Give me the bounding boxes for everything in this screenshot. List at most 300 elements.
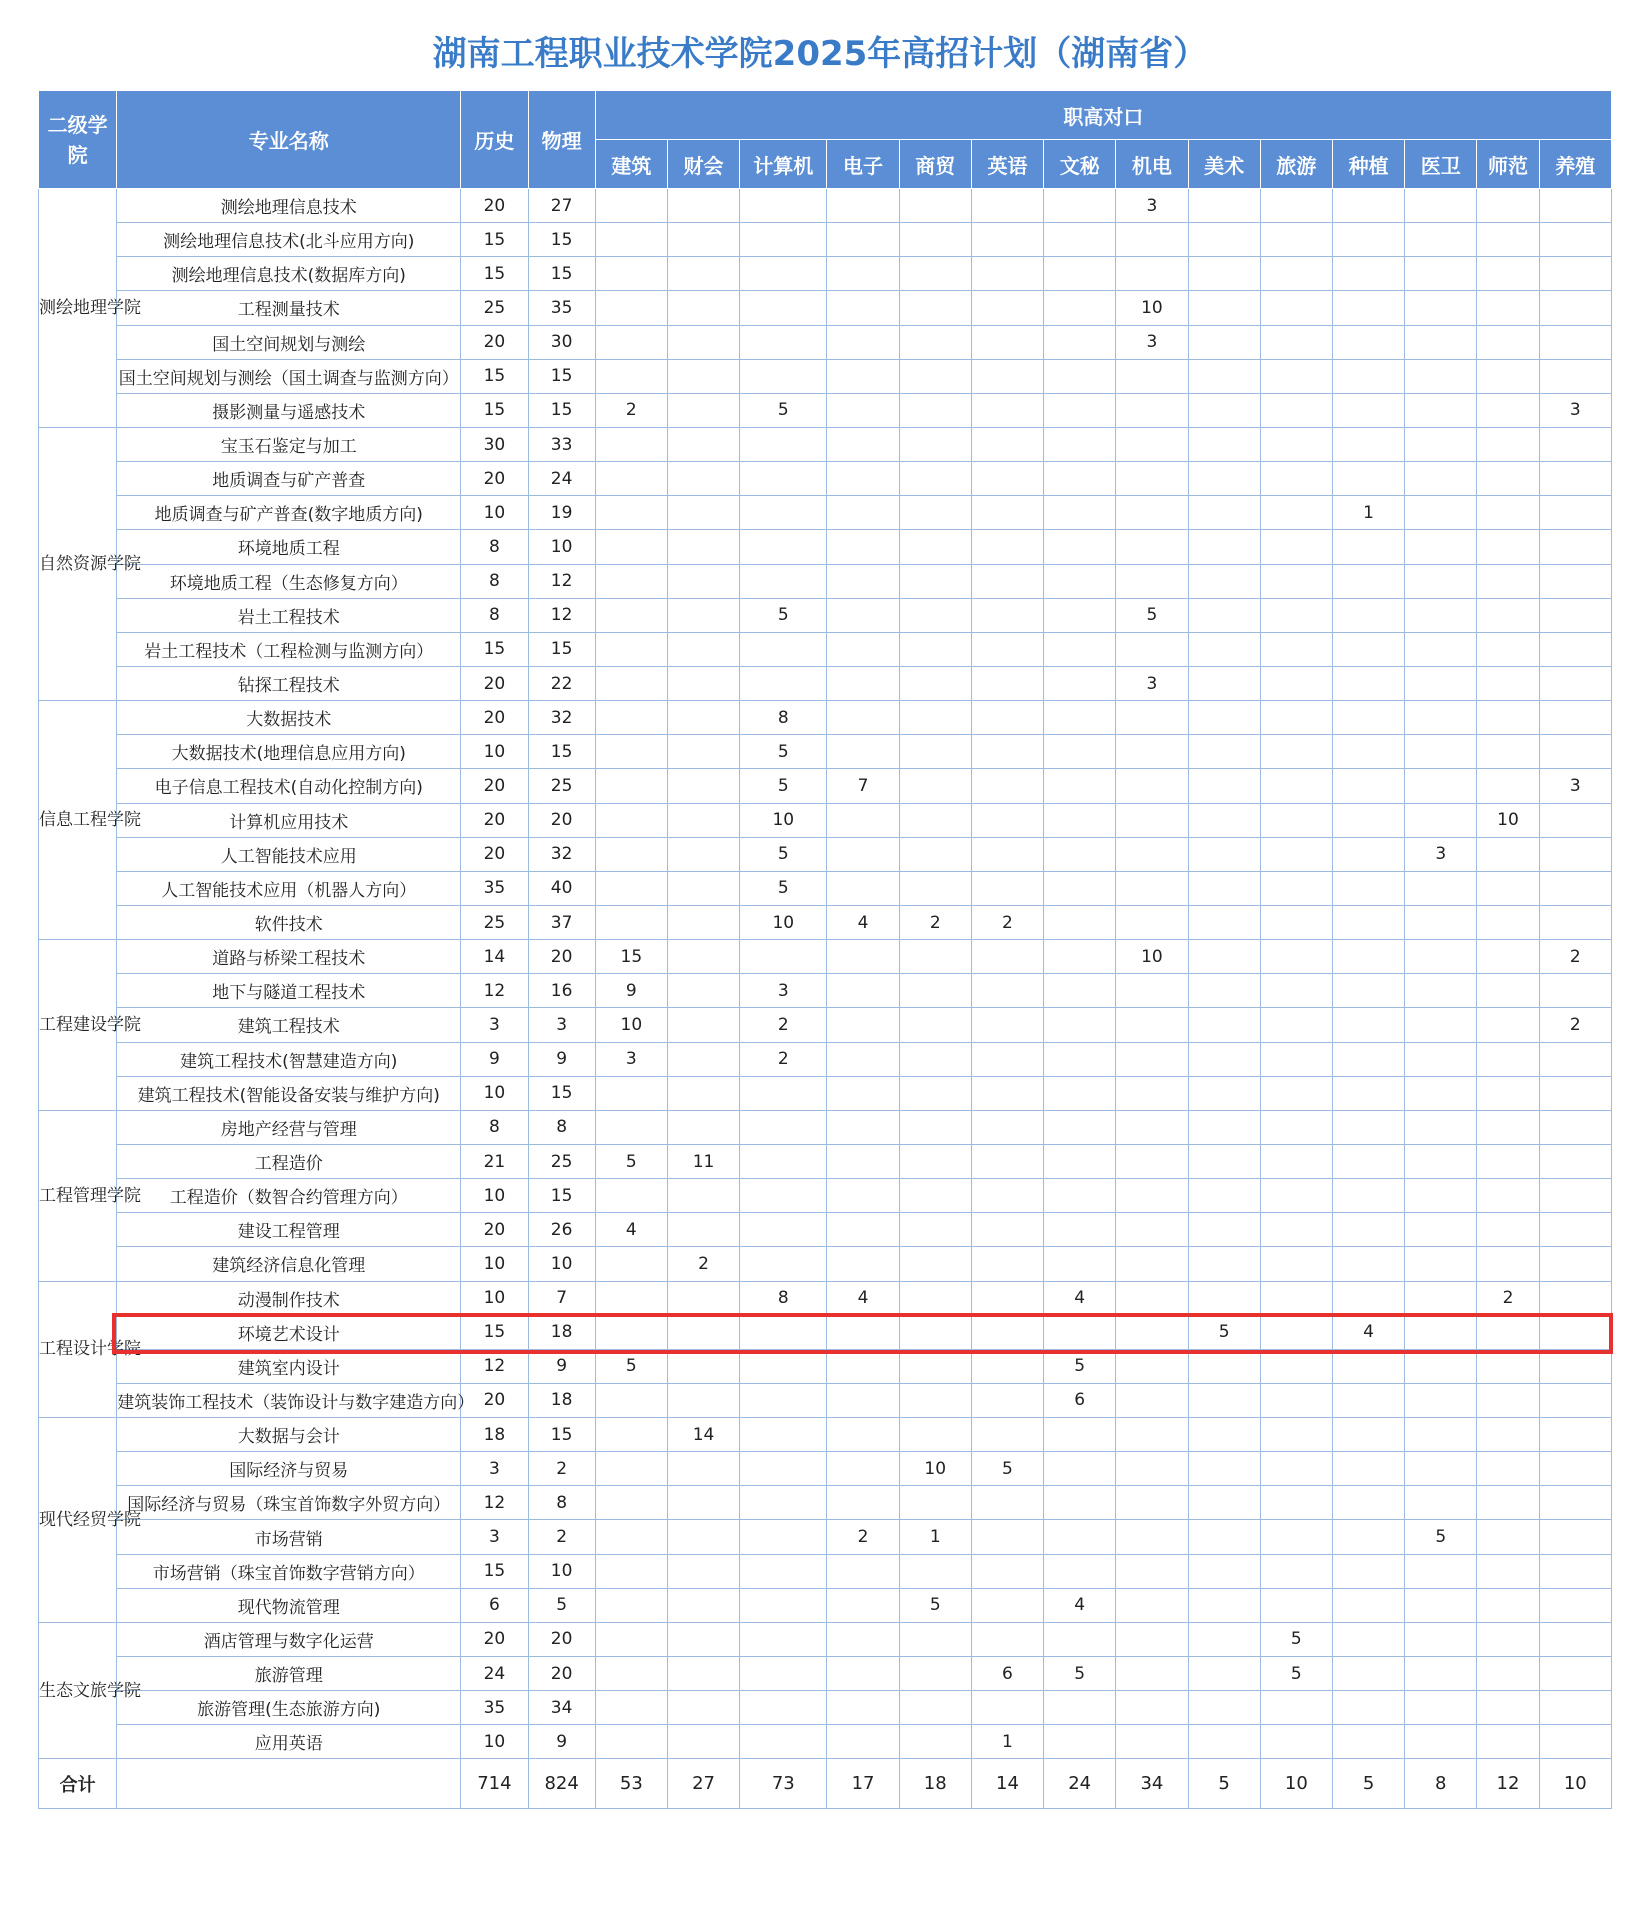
vocational-count <box>1188 291 1260 325</box>
vocational-count <box>899 223 971 257</box>
vocational-count <box>1539 1520 1611 1554</box>
vocational-count <box>1477 1383 1539 1417</box>
history-count: 15 <box>461 359 528 393</box>
vocational-count <box>1477 393 1539 427</box>
header-vocational: 职高对口 <box>595 91 1611 140</box>
major-name: 市场营销 <box>117 1520 461 1554</box>
vocational-count <box>1044 1725 1116 1759</box>
history-count: 15 <box>461 1315 528 1349</box>
vocational-count: 4 <box>827 1281 899 1315</box>
vocational-count <box>1539 1110 1611 1144</box>
history-count: 20 <box>461 769 528 803</box>
vocational-count <box>1477 974 1539 1008</box>
major-name: 大数据技术(地理信息应用方向) <box>117 735 461 769</box>
vocational-count <box>1116 974 1188 1008</box>
vocational-count <box>1332 257 1404 291</box>
vocational-count <box>667 837 739 871</box>
vocational-count <box>899 940 971 974</box>
vocational-count <box>899 1008 971 1042</box>
vocational-count <box>1260 666 1332 700</box>
vocational-count <box>740 940 827 974</box>
vocational-count <box>827 1110 899 1144</box>
vocational-count <box>667 905 739 939</box>
vocational-count <box>827 462 899 496</box>
physics-count: 32 <box>528 837 595 871</box>
physics-count: 33 <box>528 427 595 461</box>
history-count: 9 <box>461 1042 528 1076</box>
vocational-count <box>595 1281 667 1315</box>
department-name: 工程管理学院 <box>39 1110 117 1281</box>
vocational-count <box>1405 325 1477 359</box>
vocational-count <box>1539 359 1611 393</box>
vocational-count <box>667 325 739 359</box>
physics-count: 15 <box>528 735 595 769</box>
vocational-count: 2 <box>1539 1008 1611 1042</box>
history-count: 3 <box>461 1008 528 1042</box>
history-count: 12 <box>461 1349 528 1383</box>
highlight-box <box>112 1313 1613 1354</box>
vocational-count <box>1188 598 1260 632</box>
header-category: 师范 <box>1477 140 1539 189</box>
physics-count: 34 <box>528 1691 595 1725</box>
vocational-count <box>1116 905 1188 939</box>
vocational-count <box>1188 632 1260 666</box>
vocational-count <box>595 1179 667 1213</box>
vocational-count <box>899 1213 971 1247</box>
vocational-count <box>971 974 1043 1008</box>
vocational-count <box>1260 803 1332 837</box>
vocational-count <box>1260 701 1332 735</box>
major-name: 环境地质工程（生态修复方向） <box>117 564 461 598</box>
vocational-count <box>1332 530 1404 564</box>
vocational-count <box>1188 735 1260 769</box>
vocational-count <box>667 769 739 803</box>
vocational-count <box>1332 1554 1404 1588</box>
vocational-count <box>1539 530 1611 564</box>
major-name: 建筑室内设计 <box>117 1349 461 1383</box>
major-name: 环境艺术设计 <box>117 1315 461 1349</box>
vocational-count <box>1332 1144 1404 1178</box>
vocational-count <box>1405 974 1477 1008</box>
physics-count: 20 <box>528 940 595 974</box>
physics-count: 15 <box>528 257 595 291</box>
vocational-count <box>667 1008 739 1042</box>
vocational-count <box>1477 1247 1539 1281</box>
vocational-count <box>1405 1213 1477 1247</box>
vocational-count <box>1116 837 1188 871</box>
vocational-count <box>1188 871 1260 905</box>
vocational-count <box>1539 598 1611 632</box>
vocational-count <box>667 189 739 223</box>
vocational-count <box>899 427 971 461</box>
vocational-count <box>740 1213 827 1247</box>
vocational-count: 8 <box>740 701 827 735</box>
header-major: 专业名称 <box>117 91 461 189</box>
vocational-count <box>1539 189 1611 223</box>
vocational-count <box>595 632 667 666</box>
vocational-count <box>1260 632 1332 666</box>
vocational-count <box>1188 1588 1260 1622</box>
vocational-count <box>1044 1486 1116 1520</box>
history-count: 15 <box>461 393 528 427</box>
vocational-count: 3 <box>1116 189 1188 223</box>
vocational-count <box>1332 427 1404 461</box>
vocational-count <box>1116 1486 1188 1520</box>
table-row <box>39 1588 1612 1622</box>
vocational-count: 5 <box>1044 1349 1116 1383</box>
vocational-count <box>1405 1486 1477 1520</box>
vocational-count: 4 <box>827 905 899 939</box>
history-count: 20 <box>461 189 528 223</box>
vocational-count <box>1405 427 1477 461</box>
vocational-count <box>1405 905 1477 939</box>
vocational-count <box>1116 496 1188 530</box>
vocational-count <box>827 189 899 223</box>
vocational-count <box>971 1418 1043 1452</box>
history-count: 10 <box>461 1076 528 1110</box>
vocational-count <box>1405 803 1477 837</box>
vocational-count <box>740 1247 827 1281</box>
history-count: 15 <box>461 1554 528 1588</box>
vocational-count <box>667 1213 739 1247</box>
vocational-count <box>1477 632 1539 666</box>
vocational-count <box>827 427 899 461</box>
vocational-count <box>1477 223 1539 257</box>
vocational-count <box>899 1179 971 1213</box>
vocational-count <box>1332 1622 1404 1656</box>
vocational-count <box>1539 905 1611 939</box>
header-category: 养殖 <box>1539 140 1611 189</box>
vocational-count <box>971 1622 1043 1656</box>
vocational-count <box>740 1657 827 1691</box>
vocational-count <box>1116 1452 1188 1486</box>
vocational-count <box>899 666 971 700</box>
vocational-count <box>971 462 1043 496</box>
vocational-count <box>827 393 899 427</box>
vocational-count <box>667 1452 739 1486</box>
vocational-count <box>899 1110 971 1144</box>
vocational-count <box>1477 1622 1539 1656</box>
vocational-count: 1 <box>899 1520 971 1554</box>
table-row <box>39 905 1612 939</box>
table-row <box>39 1622 1612 1656</box>
table-row <box>39 1281 1612 1315</box>
vocational-count <box>1332 905 1404 939</box>
vocational-count <box>971 1691 1043 1725</box>
vocational-count <box>1332 1076 1404 1110</box>
vocational-count <box>1116 1622 1188 1656</box>
vocational-count <box>1188 462 1260 496</box>
vocational-count <box>827 1144 899 1178</box>
vocational-count <box>667 1076 739 1110</box>
vocational-count: 5 <box>1260 1622 1332 1656</box>
table-row <box>39 1110 1612 1144</box>
vocational-count <box>1405 1622 1477 1656</box>
vocational-count <box>595 803 667 837</box>
vocational-count <box>1477 1042 1539 1076</box>
table-row <box>39 1418 1612 1452</box>
vocational-count: 2 <box>1477 1281 1539 1315</box>
vocational-count <box>667 359 739 393</box>
vocational-count <box>595 905 667 939</box>
vocational-count <box>1260 1247 1332 1281</box>
vocational-count <box>740 1144 827 1178</box>
vocational-count <box>899 1486 971 1520</box>
total-vocational: 14 <box>971 1759 1043 1809</box>
table-row <box>39 735 1612 769</box>
physics-count: 8 <box>528 1486 595 1520</box>
vocational-count <box>971 1486 1043 1520</box>
vocational-count <box>1044 1213 1116 1247</box>
major-name: 工程测量技术 <box>117 291 461 325</box>
vocational-count <box>1539 1349 1611 1383</box>
table-row <box>39 189 1612 223</box>
history-count: 10 <box>461 1281 528 1315</box>
physics-count: 15 <box>528 1418 595 1452</box>
history-count: 10 <box>461 735 528 769</box>
vocational-count <box>1116 257 1188 291</box>
vocational-count <box>1188 325 1260 359</box>
vocational-count: 3 <box>1116 666 1188 700</box>
vocational-count <box>595 871 667 905</box>
physics-count: 10 <box>528 530 595 564</box>
vocational-count <box>827 632 899 666</box>
physics-count: 12 <box>528 598 595 632</box>
vocational-count <box>667 1179 739 1213</box>
vocational-count <box>595 1418 667 1452</box>
vocational-count <box>1116 769 1188 803</box>
vocational-count <box>1332 291 1404 325</box>
vocational-count <box>740 257 827 291</box>
vocational-count: 5 <box>740 871 827 905</box>
vocational-count <box>971 837 1043 871</box>
vocational-count <box>1188 1349 1260 1383</box>
vocational-count <box>1405 701 1477 735</box>
vocational-count <box>667 598 739 632</box>
vocational-count <box>1332 1486 1404 1520</box>
vocational-count: 5 <box>1116 598 1188 632</box>
history-count: 30 <box>461 427 528 461</box>
vocational-count <box>1044 257 1116 291</box>
vocational-count <box>740 325 827 359</box>
vocational-count <box>1539 223 1611 257</box>
vocational-count <box>1116 803 1188 837</box>
vocational-count <box>1116 1657 1188 1691</box>
vocational-count <box>827 1725 899 1759</box>
vocational-count <box>1044 359 1116 393</box>
physics-count: 26 <box>528 1213 595 1247</box>
vocational-count <box>1044 1144 1116 1178</box>
major-name: 计算机应用技术 <box>117 803 461 837</box>
vocational-count <box>899 393 971 427</box>
vocational-count <box>1260 325 1332 359</box>
vocational-count <box>1332 325 1404 359</box>
vocational-count <box>1539 1418 1611 1452</box>
major-name: 电子信息工程技术(自动化控制方向) <box>117 769 461 803</box>
vocational-count <box>1332 1213 1404 1247</box>
vocational-count <box>1477 359 1539 393</box>
vocational-count <box>1477 1418 1539 1452</box>
header-physics: 物理 <box>528 91 595 189</box>
table-row <box>39 1213 1612 1247</box>
vocational-count <box>1044 905 1116 939</box>
vocational-count <box>971 1247 1043 1281</box>
vocational-count <box>667 462 739 496</box>
major-name: 人工智能技术应用（机器人方向） <box>117 871 461 905</box>
vocational-count <box>1332 564 1404 598</box>
vocational-count: 10 <box>740 803 827 837</box>
vocational-count <box>1116 1110 1188 1144</box>
vocational-count <box>1539 462 1611 496</box>
vocational-count <box>827 1588 899 1622</box>
vocational-count <box>1044 666 1116 700</box>
vocational-count <box>1044 1110 1116 1144</box>
vocational-count <box>1116 1588 1188 1622</box>
vocational-count <box>1116 223 1188 257</box>
physics-count: 8 <box>528 1110 595 1144</box>
vocational-count <box>595 189 667 223</box>
table-row <box>39 564 1612 598</box>
vocational-count <box>1477 769 1539 803</box>
history-count: 3 <box>461 1520 528 1554</box>
vocational-count: 5 <box>595 1349 667 1383</box>
vocational-count <box>1332 1383 1404 1417</box>
major-name: 建筑工程技术(智慧建造方向) <box>117 1042 461 1076</box>
vocational-count <box>1332 1691 1404 1725</box>
vocational-count <box>827 1418 899 1452</box>
major-name: 人工智能技术应用 <box>117 837 461 871</box>
vocational-count <box>1539 1281 1611 1315</box>
vocational-count <box>1477 1452 1539 1486</box>
vocational-count <box>899 769 971 803</box>
vocational-count <box>1260 837 1332 871</box>
vocational-count <box>899 1622 971 1656</box>
vocational-count <box>667 974 739 1008</box>
vocational-count <box>1044 1418 1116 1452</box>
vocational-count: 8 <box>740 1281 827 1315</box>
vocational-count <box>1044 189 1116 223</box>
major-name: 国土空间规划与测绘 <box>117 325 461 359</box>
physics-count: 27 <box>528 189 595 223</box>
vocational-count <box>827 564 899 598</box>
history-count: 8 <box>461 564 528 598</box>
major-name: 宝玉石鉴定与加工 <box>117 427 461 461</box>
vocational-count: 5 <box>595 1144 667 1178</box>
total-label: 合计 <box>39 1759 117 1809</box>
table-row <box>39 1657 1612 1691</box>
vocational-count <box>595 1554 667 1588</box>
physics-count: 37 <box>528 905 595 939</box>
table-row <box>39 1725 1612 1759</box>
table-row <box>39 598 1612 632</box>
vocational-count <box>1405 223 1477 257</box>
table-row <box>39 325 1612 359</box>
table-row <box>39 257 1612 291</box>
vocational-count <box>595 291 667 325</box>
vocational-count <box>667 1657 739 1691</box>
vocational-count <box>1260 427 1332 461</box>
major-name: 工程造价（数智合约管理方向） <box>117 1179 461 1213</box>
vocational-count <box>595 530 667 564</box>
major-name: 建筑工程技术 <box>117 1008 461 1042</box>
vocational-count <box>1188 1076 1260 1110</box>
vocational-count <box>1405 496 1477 530</box>
vocational-count <box>1332 837 1404 871</box>
vocational-count: 6 <box>971 1657 1043 1691</box>
physics-count: 5 <box>528 1588 595 1622</box>
vocational-count: 5 <box>740 769 827 803</box>
vocational-count <box>971 666 1043 700</box>
vocational-count <box>899 974 971 1008</box>
major-name: 动漫制作技术 <box>117 1281 461 1315</box>
physics-count: 20 <box>528 1657 595 1691</box>
vocational-count <box>1116 1144 1188 1178</box>
vocational-count <box>971 564 1043 598</box>
history-count: 3 <box>461 1452 528 1486</box>
vocational-count <box>1539 427 1611 461</box>
vocational-count <box>1116 1554 1188 1588</box>
vocational-count <box>1044 837 1116 871</box>
vocational-count <box>667 940 739 974</box>
header-history: 历史 <box>461 91 528 189</box>
physics-count: 25 <box>528 1144 595 1178</box>
table-row <box>39 666 1612 700</box>
header-category: 计算机 <box>740 140 827 189</box>
vocational-count <box>1116 1383 1188 1417</box>
vocational-count <box>1405 564 1477 598</box>
vocational-count <box>827 1452 899 1486</box>
vocational-count <box>1405 530 1477 564</box>
vocational-count <box>1044 223 1116 257</box>
history-count: 10 <box>461 1179 528 1213</box>
table-row <box>39 1076 1612 1110</box>
vocational-count <box>667 393 739 427</box>
vocational-count <box>827 257 899 291</box>
header-category: 旅游 <box>1260 140 1332 189</box>
vocational-count <box>595 769 667 803</box>
vocational-count <box>1260 189 1332 223</box>
vocational-count <box>899 1554 971 1588</box>
vocational-count <box>1260 940 1332 974</box>
vocational-count <box>1332 1588 1404 1622</box>
vocational-count <box>595 496 667 530</box>
vocational-count <box>1405 393 1477 427</box>
vocational-count: 5 <box>1260 1657 1332 1691</box>
vocational-count <box>1405 1657 1477 1691</box>
table-row <box>39 871 1612 905</box>
vocational-count: 2 <box>667 1247 739 1281</box>
vocational-count <box>1332 769 1404 803</box>
vocational-count <box>1260 257 1332 291</box>
vocational-count <box>1260 1691 1332 1725</box>
vocational-count <box>595 1588 667 1622</box>
major-name: 应用英语 <box>117 1725 461 1759</box>
total-vocational: 34 <box>1116 1759 1188 1809</box>
history-count: 20 <box>461 803 528 837</box>
vocational-count <box>1405 291 1477 325</box>
vocational-count <box>1539 974 1611 1008</box>
vocational-count <box>1116 871 1188 905</box>
vocational-count <box>1405 1383 1477 1417</box>
vocational-count <box>899 530 971 564</box>
vocational-count: 5 <box>899 1588 971 1622</box>
vocational-count <box>899 1042 971 1076</box>
department-name: 测绘地理学院 <box>39 189 117 428</box>
vocational-count <box>1044 1452 1116 1486</box>
physics-count: 20 <box>528 1622 595 1656</box>
vocational-count <box>740 1622 827 1656</box>
vocational-count <box>827 325 899 359</box>
